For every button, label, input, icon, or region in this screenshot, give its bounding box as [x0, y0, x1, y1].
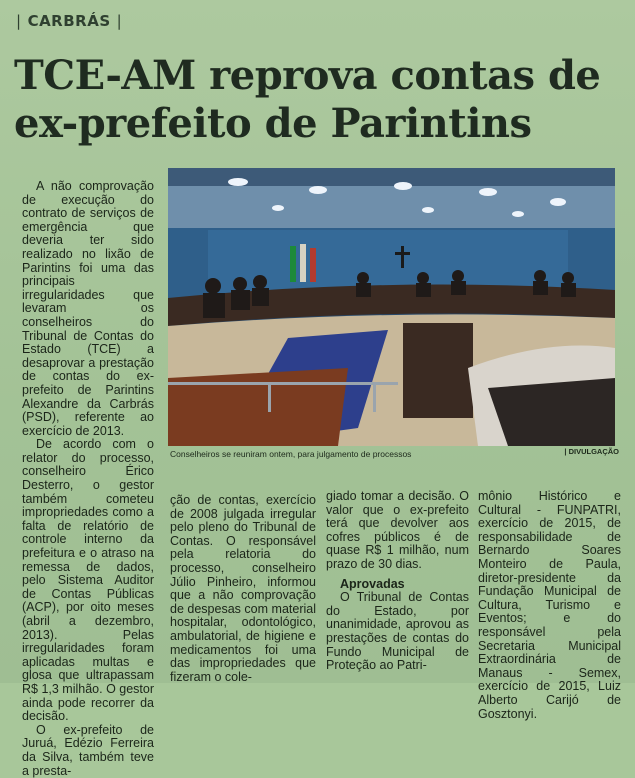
- photo-caption: Conselheiros se reuniram ontem, para julgamento de processos: [170, 449, 412, 459]
- paragraph: giado tomar a decisão. O valor que o ex-prefeito terá que devolver aos cofres públicos é de quase R$ 1 milhão, num prazo de 30 dias.: [326, 489, 469, 571]
- photo-credit: | DIVULGAÇÃO: [564, 447, 619, 456]
- section-tag: [10, 12, 128, 30]
- paragraph: ção de contas, exercício de 2008 julgada irregular pelo pleno do Tribunal de Contas. O responsável pela relatoria do processo, conselheiro Júlio Pinheiro, informou que a não comprovação de despesas com material hospitalar, odontológico, ambulatorial, de higiene e medicamentos foi uma das impropriedades que fizeram o cole-: [170, 493, 316, 684]
- paragraph: O ex-prefeito de Juruá, Edézio Ferreira da Silva, também teve a presta-: [22, 722, 154, 778]
- paragraph: A não comprovação de execução do contrato de serviços de emergência que deveria ter sido realizado no lixão de Parintins foi uma das principais irregularidades que levaram os conselheiros do Tribunal de Contas do Estado (TCE) a desaprovar a prestação de contas do ex-prefeito de Parintins Alexandre da Carbrás (PSD), referente ao exercício de 2013.: [22, 179, 154, 438]
- subheading: Aprovadas: [340, 576, 405, 591]
- paragraph: De acordo com o relator do processo, conselheiro Érico Desterro, o gestor também cometeu impropriedades como a falta de relatório de controle interno da prefeitura e o atraso na remessa de dados, pelo Sistema Auditor de Contas Públicas (ACP), por oito meses (abril a dezembro, 2013). Pelas irregularidades foram aplicadas multas e glosa que ultrapassam R$ 1,3 milhão. O gestor ainda pode recorrer da decisão.: [22, 437, 155, 724]
- section-divider-right: |: [116, 12, 123, 30]
- article-column-1: [22, 180, 154, 778]
- article-column-4: [478, 490, 621, 721]
- section-name: CARBRÁS: [27, 12, 111, 30]
- news-photo: [168, 168, 615, 446]
- article-column-3: [326, 490, 469, 673]
- section-divider-left: |: [16, 12, 22, 30]
- plenary-room-illustration: [168, 168, 615, 446]
- photo-credit-text: DIVULGAÇÃO: [568, 447, 619, 456]
- headline: TCE-AM reprova contas de ex-prefeito de Parintins: [14, 52, 601, 147]
- article-column-2: [170, 494, 316, 684]
- paragraph: O Tribunal de Contas do Estado, por unanimidade, aprovou as prestações de contas do Fundo Municipal de Proteção ao Patri-: [326, 590, 469, 673]
- paragraph: mônio Histórico e Cultural - FUNPATRI, exercício de 2015, de responsabilidade de Bernardo Soares Monteiro de Paula, diretor-presidente da Fundação Municipal de Cultura, Turismo e Eventos; e do responsável pela Secretaria Municipal Extraordinária de Manaus - Semex, exercício de 2015, Luiz Alberto Carijó de Gosztonyi.: [478, 489, 621, 721]
